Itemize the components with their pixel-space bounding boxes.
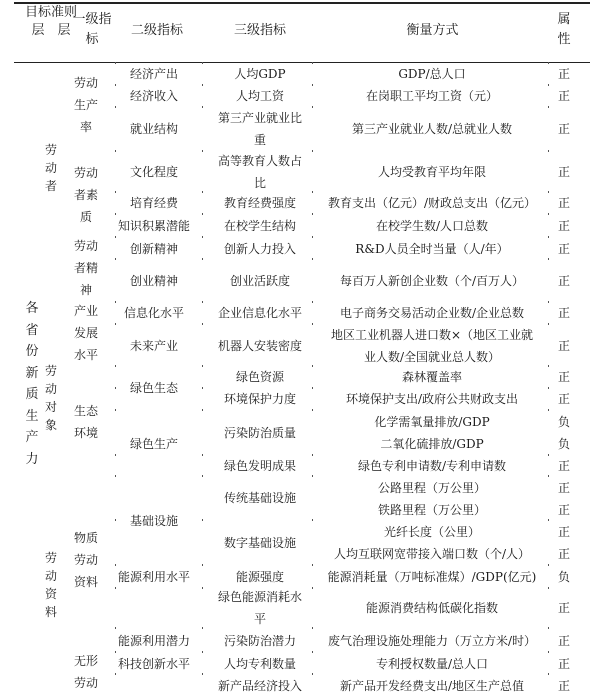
level3-cell-line: 数字基础设施 bbox=[223, 536, 296, 550]
level2-cell bbox=[104, 566, 204, 588]
cell-divider bbox=[548, 236, 549, 238]
cell-divider bbox=[115, 475, 116, 477]
level2-cell bbox=[104, 433, 204, 455]
cell-divider bbox=[548, 323, 549, 325]
measure-cell bbox=[317, 433, 547, 455]
attribute-cell: 正 bbox=[557, 679, 570, 693]
cell-divider bbox=[312, 519, 313, 521]
level1-cell-line: 物质 bbox=[73, 531, 98, 545]
level2-cell-line: 经济产出 bbox=[129, 67, 178, 81]
measure-cell bbox=[317, 455, 547, 477]
cell-divider bbox=[202, 627, 203, 629]
cell-divider bbox=[548, 213, 549, 215]
level3-cell bbox=[205, 107, 315, 151]
criteria-cell: 劳动资料 bbox=[44, 551, 57, 619]
level1-cell bbox=[66, 527, 106, 593]
cell-divider bbox=[115, 301, 116, 303]
level3-cell bbox=[205, 150, 315, 194]
measure-cell-line: 环境保护支出/政府公共财政支出 bbox=[345, 392, 519, 406]
cell-divider bbox=[312, 191, 313, 193]
level3-cell-line: 能源强度 bbox=[235, 570, 284, 584]
level3-cell bbox=[205, 675, 315, 697]
attribute-cell: 正 bbox=[557, 525, 570, 539]
header-goal: 目标层 bbox=[24, 5, 51, 38]
level2-cell bbox=[104, 630, 204, 652]
measure-cell-line: 在岗职工平均工资（元） bbox=[365, 89, 498, 103]
level3-cell-line: 企业信息化水平 bbox=[217, 306, 302, 320]
level3-cell bbox=[205, 215, 315, 237]
level3-cell-line: 环境保护力度 bbox=[223, 392, 296, 406]
level3-cell-line: 绿色资源 bbox=[235, 370, 284, 384]
cell-divider bbox=[202, 301, 203, 303]
level1-cell bbox=[66, 72, 106, 138]
level3-cell bbox=[205, 586, 315, 630]
measure-cell bbox=[317, 161, 547, 183]
level1-cell-line: 生态 bbox=[73, 404, 98, 418]
attribute-cell: 正 bbox=[557, 657, 570, 671]
cell-divider bbox=[115, 673, 116, 675]
cell-divider bbox=[312, 673, 313, 675]
measure-cell-line: 能源消耗量（万吨标准煤）/GDP(亿元) bbox=[327, 570, 537, 584]
attribute-cell: 负 bbox=[557, 415, 570, 429]
cell-divider bbox=[548, 475, 549, 477]
cell-divider bbox=[115, 62, 116, 64]
level2-cell-line: 培育经费 bbox=[129, 196, 178, 210]
cell-divider bbox=[312, 475, 313, 477]
level3-cell-line: 新产品经济投入 bbox=[217, 679, 302, 693]
level3-cell-line: 人均工资 bbox=[235, 89, 284, 103]
level2-cell-line: 知识积累潜能 bbox=[117, 219, 190, 233]
attribute-cell: 正 bbox=[557, 481, 570, 495]
level1-cell bbox=[66, 400, 106, 444]
level3-cell bbox=[205, 85, 315, 107]
cell-divider bbox=[202, 150, 203, 152]
level2-cell-line: 就业结构 bbox=[129, 122, 178, 136]
attribute-cell: 负 bbox=[557, 437, 570, 451]
level1-cell bbox=[66, 650, 106, 694]
level3-cell bbox=[205, 487, 315, 509]
level2-cell bbox=[104, 238, 204, 260]
measure-cell-line: 专利授权数量/总人口 bbox=[375, 657, 489, 671]
cell-divider bbox=[312, 301, 313, 303]
level2-cell bbox=[104, 270, 204, 292]
cell-divider bbox=[202, 475, 203, 477]
measure-cell-line: 铁路里程（万公里） bbox=[377, 503, 486, 517]
cell-divider bbox=[115, 258, 116, 260]
level3-cell-line: 第三产业就业比 bbox=[217, 111, 302, 125]
measure-cell bbox=[317, 366, 547, 388]
level1-cell-line: 神 bbox=[79, 283, 92, 297]
measure-cell bbox=[317, 63, 547, 85]
measure-cell bbox=[317, 238, 547, 260]
cell-divider bbox=[548, 150, 549, 152]
measure-cell-line: 第三产业就业人数/总就业人数 bbox=[351, 122, 513, 136]
level1-cell-line: 者素 bbox=[73, 188, 98, 202]
top-rule bbox=[14, 2, 590, 4]
level3-cell-line: 绿色发明成果 bbox=[223, 459, 296, 473]
measure-cell-line: 地区工业机器人进口数×（地区工业就 bbox=[330, 328, 534, 342]
cell-divider bbox=[202, 191, 203, 193]
measure-cell bbox=[317, 566, 547, 588]
attribute-cell: 负 bbox=[557, 570, 570, 584]
cell-divider bbox=[202, 258, 203, 260]
level2-cell-line: 绿色生产 bbox=[129, 437, 178, 451]
measure-cell-line: 公路里程（万公里） bbox=[377, 481, 486, 495]
cell-divider bbox=[548, 84, 549, 86]
level1-cell-line: 率 bbox=[79, 120, 92, 134]
level1-cell-line: 无形 bbox=[73, 654, 98, 668]
cell-divider bbox=[202, 106, 203, 108]
level3-cell bbox=[205, 302, 315, 324]
level3-cell bbox=[205, 422, 315, 444]
level3-cell-line: 重 bbox=[253, 133, 266, 147]
cell-divider bbox=[312, 106, 313, 108]
cell-divider bbox=[115, 84, 116, 86]
level1-cell-line: 质 bbox=[79, 210, 92, 224]
level2-cell-line: 创业精神 bbox=[129, 274, 178, 288]
measure-cell bbox=[317, 324, 547, 368]
measure-cell bbox=[317, 411, 547, 433]
measure-cell bbox=[317, 302, 547, 324]
attribute-cell: 正 bbox=[557, 219, 570, 233]
cell-divider bbox=[548, 673, 549, 675]
level2-cell bbox=[104, 215, 204, 237]
attribute-cell: 正 bbox=[557, 122, 570, 136]
measure-cell-line: 人均受教育平均年限 bbox=[377, 165, 486, 179]
cell-divider bbox=[202, 454, 203, 456]
level3-cell bbox=[205, 238, 315, 260]
cell-divider bbox=[115, 564, 116, 566]
measure-cell bbox=[317, 192, 547, 214]
attribute-cell: 正 bbox=[557, 459, 570, 473]
cell-divider bbox=[548, 564, 549, 566]
cell-divider bbox=[312, 587, 313, 589]
level3-cell-line: 平 bbox=[253, 612, 266, 626]
cell-divider bbox=[548, 409, 549, 411]
cell-divider bbox=[202, 587, 203, 589]
measure-cell bbox=[317, 597, 547, 619]
cell-divider bbox=[312, 454, 313, 456]
criteria-cell: 劳动对象 bbox=[44, 364, 57, 432]
level3-cell-line: 比 bbox=[253, 176, 266, 190]
cell-divider bbox=[115, 323, 116, 325]
measure-cell-line: R&D人员全时当量（人/年） bbox=[355, 242, 509, 256]
level1-cell-line: 劳动 bbox=[73, 166, 98, 180]
cell-divider bbox=[548, 365, 549, 367]
measure-cell bbox=[317, 630, 547, 652]
level2-cell-line: 经济收入 bbox=[129, 89, 178, 103]
header-measure: 衡量方式 bbox=[406, 23, 459, 38]
cell-divider bbox=[202, 213, 203, 215]
measure-cell bbox=[317, 85, 547, 107]
measure-cell-line: 电子商务交易活动企业数/企业总数 bbox=[339, 306, 525, 320]
level1-cell-line: 发展 bbox=[73, 326, 98, 340]
level3-cell bbox=[205, 335, 315, 357]
cell-divider bbox=[312, 323, 313, 325]
level3-cell bbox=[205, 455, 315, 477]
attribute-cell: 正 bbox=[557, 274, 570, 288]
level3-cell bbox=[205, 366, 315, 388]
cell-divider bbox=[115, 365, 116, 367]
level3-cell-line: 教育经费强度 bbox=[223, 196, 296, 210]
level3-cell-line: 绿色能源消耗水 bbox=[217, 590, 302, 604]
cell-divider bbox=[202, 387, 203, 389]
level1-cell-line: 者精 bbox=[73, 261, 98, 275]
cell-divider bbox=[202, 365, 203, 367]
level2-cell bbox=[104, 85, 204, 107]
cell-divider bbox=[548, 191, 549, 193]
level3-cell-line: 污染防治潜力 bbox=[223, 634, 296, 648]
level2-cell bbox=[104, 335, 204, 357]
level2-cell bbox=[104, 377, 204, 399]
cell-divider bbox=[312, 365, 313, 367]
level1-cell bbox=[66, 235, 106, 301]
level2-cell-line: 未来产业 bbox=[129, 339, 178, 353]
level1-cell-line: 劳动 bbox=[73, 76, 98, 90]
cell-divider bbox=[548, 62, 549, 64]
measure-cell-line: 化学需氧量排放/GDP bbox=[374, 415, 490, 429]
level3-cell-line: 高等教育人数占 bbox=[217, 154, 302, 168]
level2-cell-line: 绿色生态 bbox=[129, 381, 178, 395]
attribute-cell: 正 bbox=[557, 634, 570, 648]
cell-divider bbox=[202, 651, 203, 653]
cell-divider bbox=[548, 106, 549, 108]
measure-cell-line: 在校学生数/人口总数 bbox=[375, 219, 489, 233]
measure-cell-line: 每百万人新创企业数（个/百万人） bbox=[339, 274, 525, 288]
cell-divider bbox=[202, 564, 203, 566]
cell-divider bbox=[115, 191, 116, 193]
level3-cell-line: 机器人安装密度 bbox=[217, 339, 302, 353]
header-level3: 三级指标 bbox=[233, 23, 286, 38]
cell-divider bbox=[202, 236, 203, 238]
level3-cell-line: 人均GDP bbox=[234, 67, 286, 81]
attribute-cell: 正 bbox=[557, 242, 570, 256]
level3-cell bbox=[205, 192, 315, 214]
cell-divider bbox=[312, 387, 313, 389]
level2-cell-line: 能源利用水平 bbox=[117, 570, 190, 584]
measure-cell bbox=[317, 521, 547, 543]
level3-cell-line: 在校学生结构 bbox=[223, 219, 296, 233]
cell-divider bbox=[548, 387, 549, 389]
level3-cell bbox=[205, 630, 315, 652]
cell-divider bbox=[115, 587, 116, 589]
cell-divider bbox=[312, 258, 313, 260]
cell-divider bbox=[115, 213, 116, 215]
cell-divider bbox=[202, 519, 203, 521]
attribute-cell: 正 bbox=[557, 339, 570, 353]
level3-cell bbox=[205, 566, 315, 588]
level3-cell-line: 创新人力投入 bbox=[223, 242, 296, 256]
cell-divider bbox=[312, 564, 313, 566]
header-criteria: 准则层 bbox=[51, 5, 78, 38]
measure-cell bbox=[317, 388, 547, 410]
level2-cell bbox=[104, 653, 204, 675]
cell-divider bbox=[202, 673, 203, 675]
level1-cell-line: 环境 bbox=[73, 426, 98, 440]
level1-cell-line: 产业 bbox=[73, 304, 98, 318]
cell-divider bbox=[202, 323, 203, 325]
level2-cell bbox=[104, 63, 204, 85]
level3-cell-line: 污染防治质量 bbox=[223, 426, 296, 440]
attribute-cell: 正 bbox=[557, 370, 570, 384]
attribute-cell: 正 bbox=[557, 196, 570, 210]
level3-cell bbox=[205, 270, 315, 292]
attribute-cell: 正 bbox=[557, 89, 570, 103]
attribute-cell: 正 bbox=[557, 306, 570, 320]
level2-cell-line: 能源利用潜力 bbox=[117, 634, 190, 648]
header-attribute: 属性 bbox=[557, 12, 571, 47]
attribute-cell: 正 bbox=[557, 67, 570, 81]
measure-cell bbox=[317, 477, 547, 499]
cell-divider bbox=[115, 150, 116, 152]
cell-divider bbox=[548, 587, 549, 589]
cell-divider bbox=[115, 409, 116, 411]
measure-cell-line: 绿色专利申请数/专利申请数 bbox=[357, 459, 507, 473]
goal-cell: 各省份新质生产力 bbox=[25, 301, 39, 467]
cell-divider bbox=[312, 627, 313, 629]
cell-divider bbox=[312, 84, 313, 86]
cell-divider bbox=[312, 236, 313, 238]
level2-cell bbox=[104, 302, 204, 324]
cell-divider bbox=[548, 301, 549, 303]
measure-cell bbox=[317, 215, 547, 237]
level1-cell-line: 水平 bbox=[73, 348, 98, 362]
level2-cell bbox=[104, 161, 204, 183]
cell-divider bbox=[548, 454, 549, 456]
level3-cell-line: 创业活跃度 bbox=[229, 274, 290, 288]
attribute-cell: 正 bbox=[557, 601, 570, 615]
measure-cell-line: 业人数/全国就业总人数） bbox=[363, 350, 501, 364]
cell-divider bbox=[548, 258, 549, 260]
level1-cell bbox=[66, 300, 106, 366]
level3-cell bbox=[205, 532, 315, 554]
cell-divider bbox=[312, 409, 313, 411]
measure-cell-line: 光纤长度（公里） bbox=[383, 525, 480, 539]
cell-divider bbox=[115, 454, 116, 456]
level1-cell-line: 劳动 bbox=[73, 553, 98, 567]
attribute-cell: 正 bbox=[557, 392, 570, 406]
cell-divider bbox=[548, 651, 549, 653]
cell-divider bbox=[115, 106, 116, 108]
attribute-cell: 正 bbox=[557, 165, 570, 179]
cell-divider bbox=[312, 62, 313, 64]
level1-cell-line: 劳动 bbox=[73, 239, 98, 253]
cell-divider bbox=[202, 62, 203, 64]
cell-divider bbox=[548, 519, 549, 521]
level3-cell-line: 传统基础设施 bbox=[223, 491, 296, 505]
criteria-cell: 劳动者 bbox=[44, 143, 57, 193]
cell-divider bbox=[312, 651, 313, 653]
level2-cell-line: 基础设施 bbox=[129, 514, 178, 528]
cell-divider bbox=[115, 236, 116, 238]
level1-cell-line: 生产 bbox=[73, 98, 98, 112]
level2-cell bbox=[104, 192, 204, 214]
measure-cell-line: 废气治理设施处理能力（万立方米/时） bbox=[327, 634, 537, 648]
level3-cell bbox=[205, 653, 315, 675]
level3-cell-line: 人均专利数量 bbox=[223, 657, 296, 671]
measure-cell bbox=[317, 499, 547, 521]
measure-cell bbox=[317, 675, 547, 697]
measure-cell-line: 森林覆盖率 bbox=[401, 370, 462, 384]
measure-cell-line: 能源消费结构低碳化指数 bbox=[365, 601, 498, 615]
cell-divider bbox=[115, 627, 116, 629]
level2-cell bbox=[104, 118, 204, 140]
attribute-cell: 正 bbox=[557, 547, 570, 561]
level1-cell bbox=[66, 162, 106, 228]
cell-divider bbox=[115, 387, 116, 389]
measure-cell-line: 二氧化硫排放/GDP bbox=[380, 437, 484, 451]
level2-cell-line: 文化程度 bbox=[129, 165, 178, 179]
measure-cell-line: 人均互联网宽带接入端口数（个/人） bbox=[333, 547, 531, 561]
level2-cell-line: 创新精神 bbox=[129, 242, 178, 256]
level1-cell-line: 资料 bbox=[73, 575, 98, 589]
cell-divider bbox=[202, 84, 203, 86]
measure-cell bbox=[317, 118, 547, 140]
measure-cell-line: 新产品开发经费支出/地区生产总值 bbox=[339, 679, 525, 693]
measure-cell bbox=[317, 543, 547, 565]
cell-divider bbox=[115, 519, 116, 521]
level3-cell bbox=[205, 388, 315, 410]
measure-cell bbox=[317, 653, 547, 675]
header-level1: 一级指标 bbox=[72, 12, 112, 47]
level3-cell bbox=[205, 63, 315, 85]
level1-cell-line: 劳动 bbox=[73, 676, 98, 690]
cell-divider bbox=[548, 627, 549, 629]
level2-cell-line: 科技创新水平 bbox=[117, 657, 190, 671]
cell-divider bbox=[312, 150, 313, 152]
measure-cell bbox=[317, 270, 547, 292]
measure-cell-line: 教育支出（亿元）/财政总支出（亿元） bbox=[327, 196, 537, 210]
level2-cell-line: 信息化水平 bbox=[123, 306, 184, 320]
cell-divider bbox=[202, 409, 203, 411]
attribute-cell: 正 bbox=[557, 503, 570, 517]
cell-divider bbox=[115, 651, 116, 653]
measure-cell-line: GDP/总人口 bbox=[398, 67, 466, 81]
header-level2: 二级指标 bbox=[130, 23, 183, 38]
cell-divider bbox=[312, 213, 313, 215]
level2-cell bbox=[104, 510, 204, 532]
